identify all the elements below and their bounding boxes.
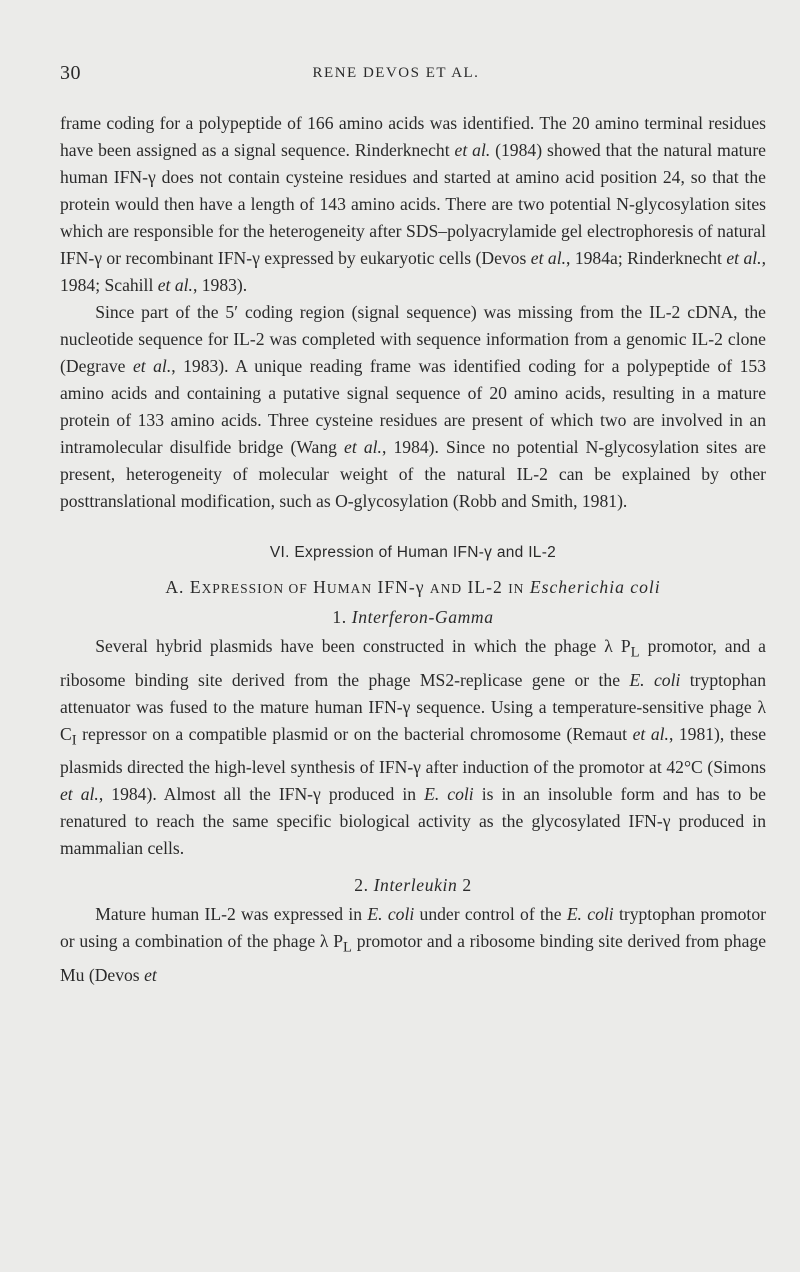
subsection-heading: A. EXPRESSION OF HUMAN IFN-γ AND IL-2 IN Escherichia coli — [165, 577, 661, 597]
subheading-interferon-gamma: 1. Interferon-Gamma — [332, 607, 494, 627]
paragraph-ifn-gamma-structure: frame coding for a polypeptide of 166 amino acids was identified. The 20 amino terminal residues have been assigned as a signal sequence. Rinderknecht et al. (1984) showed that the natural mature human IFN-γ does not contain cysteine residues and started at amino acid position 24, so that the protein would then have a length of 143 amino acids. There are two potential N-glycosylation sites which are responsible for the heterogeneity after SDS–polyacrylamide gel electrophoresis of natural IFN-γ or recombinant IFN-γ expressed by eukaryotic cells (Devos et al., 1984a; Rinderknecht et al., 1984; Scahill et al., 1983). — [60, 113, 766, 295]
subheading-interleukin-2: 2. Interleukin 2 — [354, 875, 472, 896]
paragraph-il2-expression: Mature human IL-2 was expressed in E. coli under control of the E. coli tryptophan promotor or using a combination of the phage λ $P_L$ promotor and a ribosome binding site derived from phage Mu (Devos et — [60, 904, 766, 985]
section-heading: VI. Expression of Human IFN-γ and IL-2 — [269, 544, 557, 561]
paragraph-il2-structure: Since part of the 5′ coding region (signal sequence) was missing from the IL-2 cDNA, the nucleotide sequence for IL-2 was completed with sequence information from a genomic IL-2 clone (Degrave et al., 1983). A unique reading frame was identified coding for a polypeptide of 153 amino acids and containing a putative signal sequence of 20 amino acids, resulting in a mature protein of 133 amino acids. Three cysteine residues are present of which two are involved in an intramolecular disulfide bridge (Wang et al., 1984). Since no potential N-glycosylation sites are present, heterogeneity of molecular weight of the natural IL-2 can be explained by other posttranslational modification, such as O-glycosylation (Robb and Smith, 1981). — [60, 302, 766, 511]
running-head: RENE DEVOS ET AL. — [312, 65, 480, 81]
page-number: 30 — [60, 62, 81, 84]
page-body — [60, 110, 766, 989]
page-header — [52, 62, 740, 88]
paragraph-ifn-gamma-expression: Several hybrid plasmids have been constructed in which the phage λ $P_L$ promotor, and a ribosome binding site derived from the phage MS2-replicase gene or the E. coli tryptophan attenuator was fused to the mature human IFN-γ sequence. Using a temperature-sensitive phage λ $C_I$ repressor on a compatible plasmid or on the bacterial chromosome (Remaut et al., 1981), these plasmids directed the high-level synthesis of IFN-γ after induction of the promotor at 42°C (Simons et al., 1984). Almost all the IFN-γ produced in E. coli is in an insoluble form and has to be renatured to reach the same specific biological activity as the glycosylated IFN-γ produced in mammalian cells. — [60, 636, 767, 859]
